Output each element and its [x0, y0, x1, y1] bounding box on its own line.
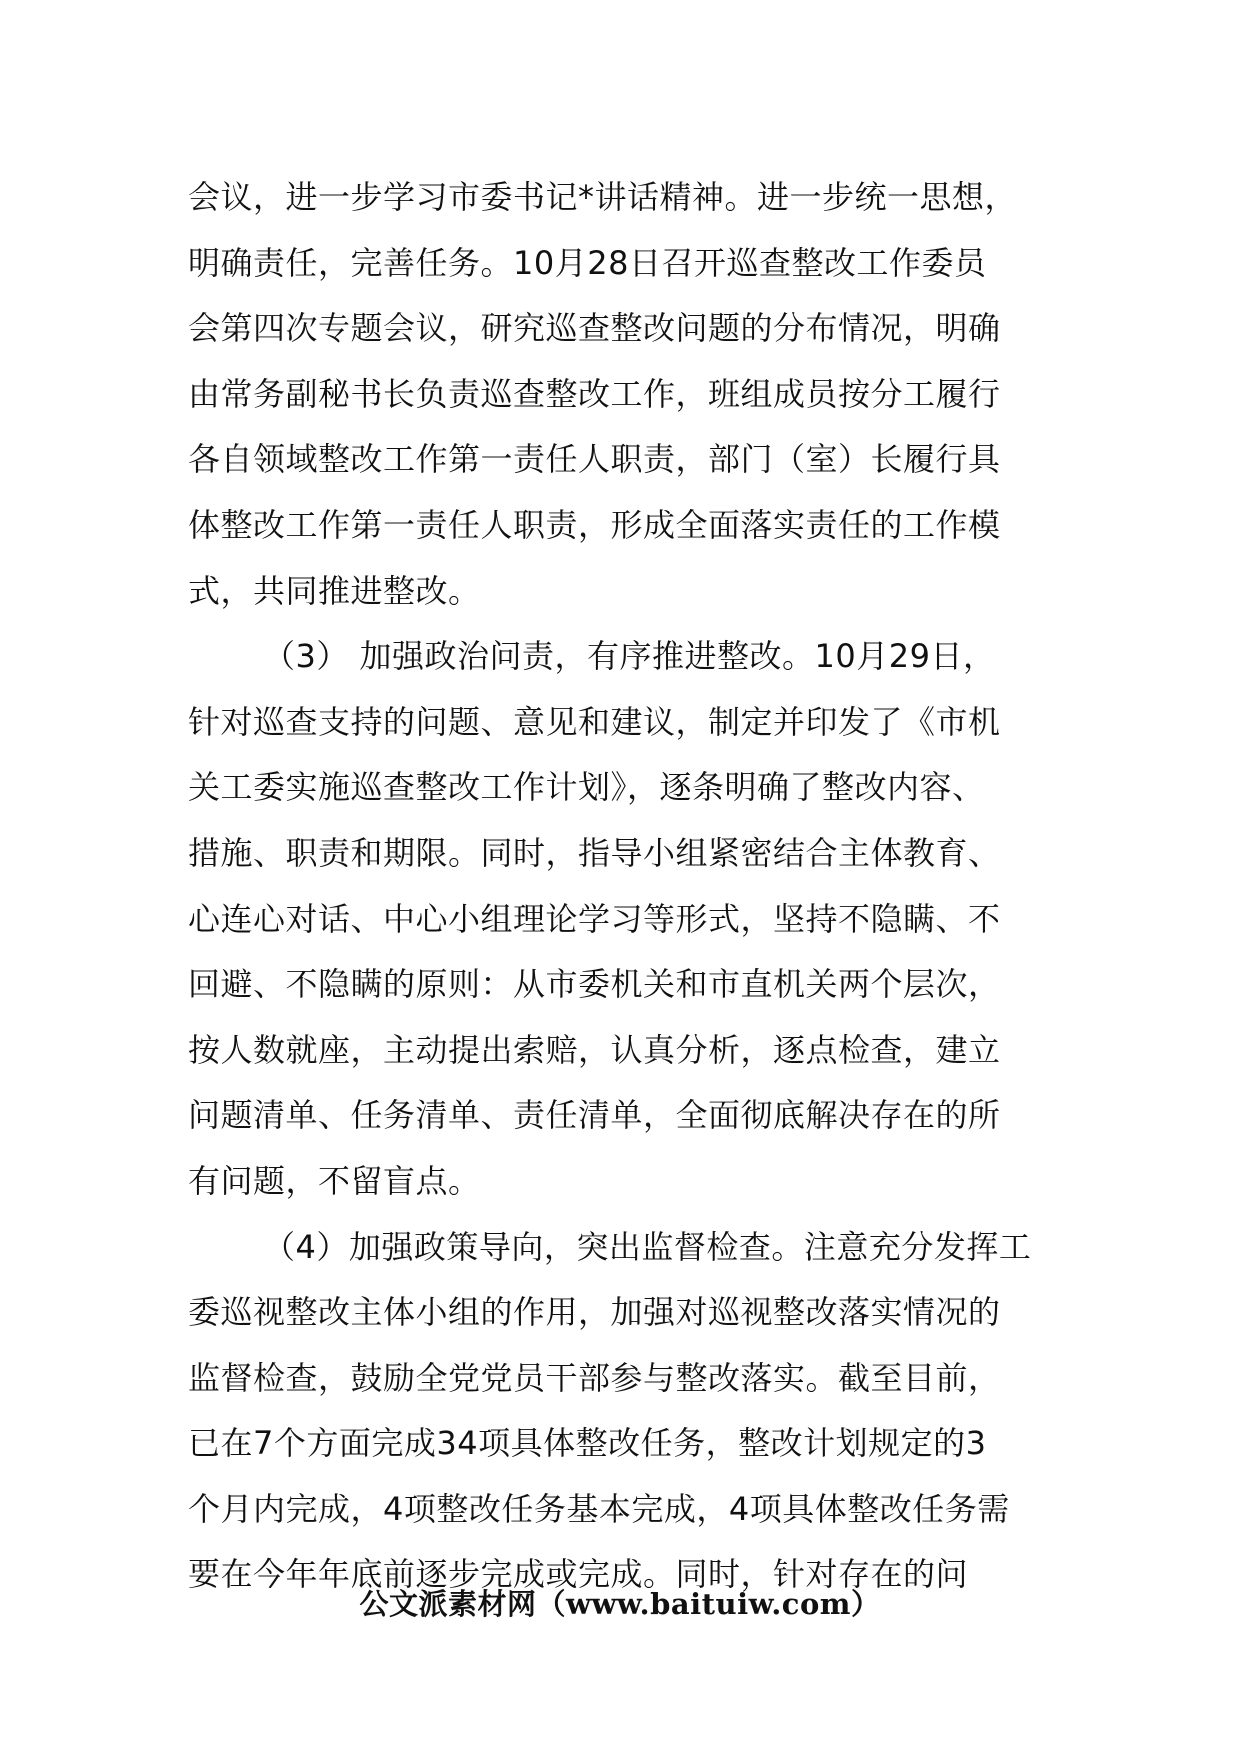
body-text: [188, 165, 1058, 1608]
text-line: 措施、职责和期限。同时，指导小组紧密结合主体教育、: [188, 833, 1001, 872]
text-line: 会第四次专题会议，研究巡查整改问题的分布情况，明确: [188, 309, 1001, 348]
text-line: 式，共同推进整改。: [188, 571, 481, 610]
text-line: 已在7个方面完成34项具体整改任务，整改计划规定的3: [188, 1424, 987, 1463]
section-heading-line: （3） 加强政治问责，有序推进整改。10月29日，: [263, 637, 996, 676]
footer-watermark: 公文派素材网（www.baituiw.com）: [359, 1587, 881, 1621]
section-heading-line: （4）加强政策导向，突出监督检查。注意充分发挥工: [263, 1227, 1032, 1266]
text-line: 问题清单、任务清单、责任清单，全面彻底解决存在的所: [188, 1096, 1001, 1135]
text-line: 心连心对话、中心小组理论学习等形式，坚持不隐瞒、不: [188, 899, 1001, 938]
text-line: 按人数就座，主动提出索赔，认真分析，逐点检查，建立: [188, 1030, 1001, 1069]
text-line: 针对巡查支持的问题、意见和建议，制定并印发了《市机: [188, 702, 1001, 741]
text-line: 各自领域整改工作第一责任人职责，部门（室）长履行具: [188, 440, 1001, 479]
text-line: 个月内完成，4项整改任务基本完成，4项具体整改任务需: [188, 1489, 1010, 1528]
text-line: 会议，进一步学习市委书记*讲话精神。进一步统一思想，: [188, 178, 1018, 216]
text-line: 要在今年年底前逐步完成或完成。同时，针对存在的问: [188, 1555, 969, 1594]
text-line: 体整改工作第一责任人职责，形成全面落实责任的工作模: [188, 505, 1001, 544]
text-line: 由常务副秘书长负责巡查整改工作，班组成员按分工履行: [188, 374, 1001, 413]
text-line: 委巡视整改主体小组的作用，加强对巡视整改落实情况的: [188, 1293, 1001, 1332]
text-line: 回避、不隐瞒的原则：从市委机关和市直机关两个层次，: [188, 965, 1001, 1004]
text-line: 明确责任，完善任务。10月28日召开巡查整改工作委员: [188, 243, 987, 282]
text-line: 关工委实施巡查整改工作计划》，逐条明确了整改内容、: [188, 768, 985, 807]
text-line: 监督检查，鼓励全党党员干部参与整改落实。截至目前，: [188, 1358, 1001, 1397]
text-line: 有问题，不留盲点。: [188, 1161, 481, 1200]
